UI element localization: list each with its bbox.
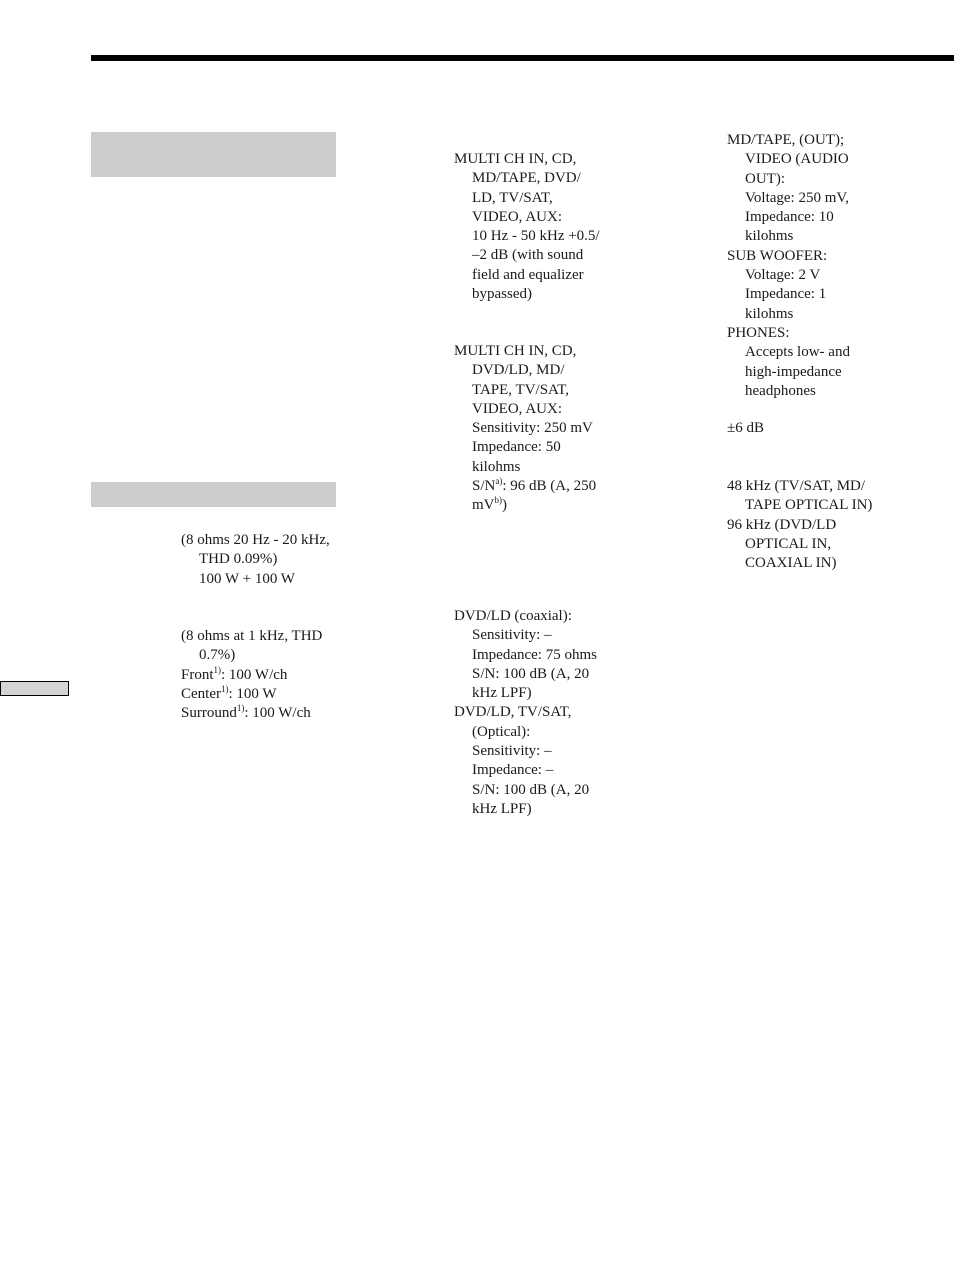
spec-line: bypassed)	[472, 286, 532, 303]
spec-line: DVD/LD, MD/	[472, 362, 565, 379]
spec-line: Impedance: 10	[745, 209, 834, 226]
spec-line: PHONES:	[727, 324, 790, 341]
spec-line: 48 kHz (TV/SAT, MD/	[727, 478, 866, 494]
spec-line: Impedance: 50	[472, 439, 561, 456]
spec-line: S/N: 100 dB (A, 20	[472, 665, 590, 682]
spec-line: Voltage: 250 mV,	[745, 189, 850, 206]
spec-line: TAPE, TV/SAT,	[472, 381, 570, 398]
frequency-response-block	[454, 150, 600, 304]
spec-line: –2 dB (with sound	[472, 247, 584, 264]
spec-line: (8 ohms 20 Hz - 20 kHz,	[181, 532, 330, 548]
spec-line: VIDEO (AUDIO	[745, 151, 849, 168]
spec-line: VIDEO, AUX:	[472, 400, 562, 417]
spec-line: kilohms	[745, 305, 794, 322]
surround-power: Surround$^{1)}$: 100 W/ch	[181, 703, 311, 722]
spec-line: Impedance: 75 ohms	[472, 646, 597, 663]
sampling-block	[727, 477, 872, 573]
header-rule	[91, 55, 954, 61]
spec-line: high-impedance	[745, 363, 842, 380]
spec-line: LD, TV/SAT,	[472, 189, 553, 206]
digital-inputs-block	[454, 607, 597, 819]
spec-line: kilohms	[745, 228, 794, 245]
spec-line: kHz LPF)	[472, 800, 532, 817]
section-heading-bar	[91, 132, 336, 177]
subsection-heading-bar	[91, 482, 336, 507]
power-output-block-2	[181, 627, 322, 723]
front-power: Front$^{1)}$: 100 W/ch	[181, 664, 288, 683]
spec-line: 100 W + 100 W	[199, 570, 295, 587]
spec-line: TAPE OPTICAL IN)	[745, 497, 873, 514]
spec-line: Sensitivity: 250 mV	[472, 420, 593, 437]
side-index-tab	[0, 681, 69, 696]
spec-line: Impedance: 1	[745, 286, 827, 303]
center-power: Center$^{1)}$: 100 W	[181, 683, 277, 702]
spec-line: COAXIAL IN)	[745, 555, 837, 572]
spec-line: Sensitivity: –	[472, 627, 552, 644]
spec-line: MD/TAPE, (OUT);	[727, 132, 845, 148]
spec-line: headphones	[745, 382, 816, 399]
spec-line: (8 ohms at 1 kHz, THD	[181, 628, 323, 644]
sn-line: $mV^{b)}$)	[472, 495, 507, 514]
spec-line: Sensitivity: –	[472, 743, 552, 760]
spec-line: OUT):	[745, 170, 785, 187]
power-output-block	[181, 531, 330, 589]
spec-line: THD 0.09%)	[199, 551, 278, 568]
spec-line: MULTI CH IN, CD,	[454, 343, 577, 359]
equalizer-block	[727, 419, 764, 438]
outputs-block	[727, 131, 850, 401]
spec-line: 0.7%)	[199, 647, 236, 664]
spec-line: MD/TAPE, DVD/	[472, 170, 581, 187]
spec-line: field and equalizer	[472, 266, 584, 283]
spec-line: S/N: 100 dB (A, 20	[472, 781, 590, 798]
spec-line: Voltage: 2 V	[745, 267, 821, 284]
spec-line: kilohms	[472, 458, 521, 475]
spec-line: SUB WOOFER:	[727, 247, 828, 264]
sn-line: $S/N^{a)}$: 96 dB (A, 250	[472, 476, 597, 495]
inputs-block	[454, 342, 596, 516]
spec-line: MULTI CH IN, CD,	[454, 151, 577, 167]
spec-line: VIDEO, AUX:	[472, 208, 562, 225]
spec-line: kHz LPF)	[472, 685, 532, 702]
spec-line: DVD/LD (coaxial):	[454, 608, 572, 624]
spec-line: ±6 dB	[727, 420, 764, 436]
spec-line: (Optical):	[472, 723, 531, 740]
spec-line: DVD/LD, TV/SAT,	[454, 704, 572, 721]
spec-line: Impedance: –	[472, 762, 554, 779]
spec-line: Accepts low- and	[745, 344, 850, 361]
spec-line: 10 Hz - 50 kHz +0.5/	[472, 228, 600, 245]
spec-line: OPTICAL IN,	[745, 535, 832, 552]
spec-line: 96 kHz (DVD/LD	[727, 516, 837, 533]
